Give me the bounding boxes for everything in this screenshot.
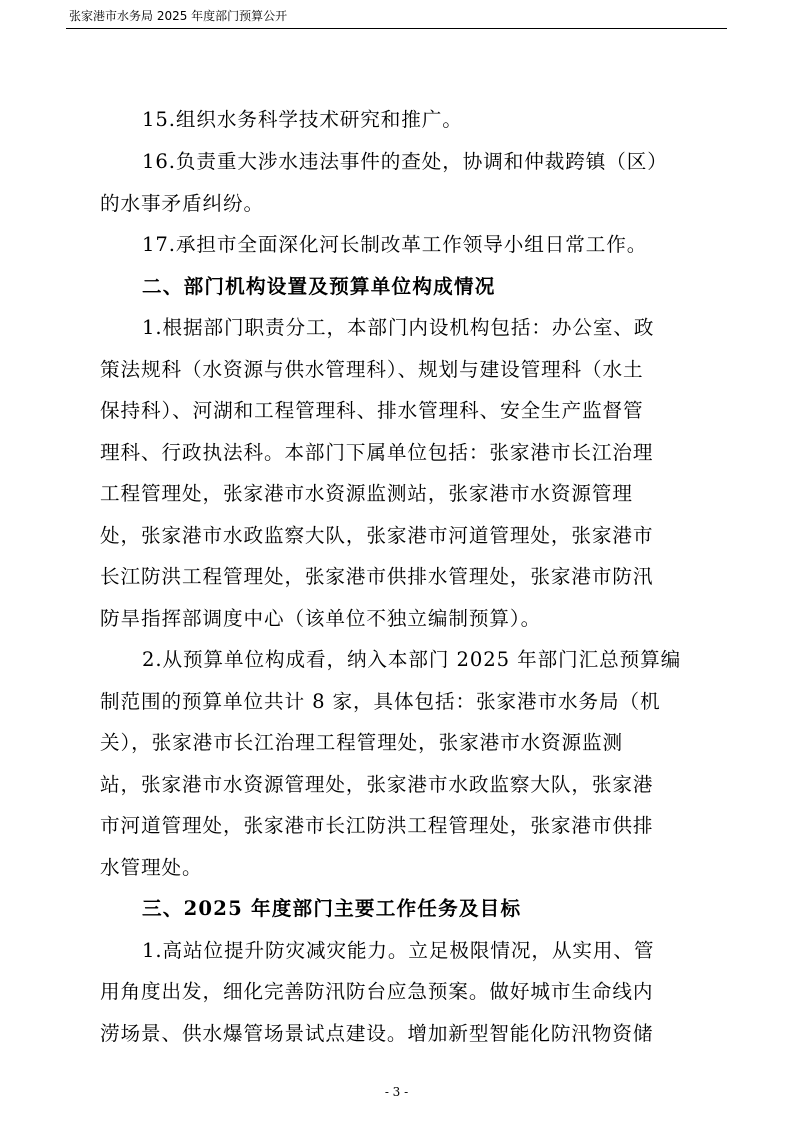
page-header-title: 张家港市水务局 2025 年度部门预算公开 <box>69 9 288 23</box>
paragraph-line: 涝场景、供水爆管场景试点建设。增加新型智能化防汛物资储 <box>100 1022 654 1045</box>
paragraph-line: 策法规科（水资源与供水管理科）、规划与建设管理科（水土 <box>100 358 644 381</box>
paragraph-line: 站，张家港市水资源管理处，张家港市水政监察大队，张家港 <box>100 773 654 796</box>
header-divider <box>66 28 727 29</box>
paragraph-line: 17.承担市全面深化河长制改革工作领导小组日常工作。 <box>142 233 648 256</box>
paragraph-line: 工程管理处，张家港市水资源监测站，张家港市水资源管理 <box>100 482 633 505</box>
paragraph-line: 2.从预算单位构成看，纳入本部门 2025 年部门汇总预算编 <box>142 648 682 671</box>
paragraph-line: 的水事矛盾纠纷。 <box>100 192 264 215</box>
paragraph-line: 保持科）、河湖和工程管理科、排水管理科、安全生产监督管 <box>100 399 644 422</box>
paragraph-line: 水管理处。 <box>100 856 203 879</box>
page-number: - 3 - <box>384 1085 409 1099</box>
paragraph-line: 用角度出发，细化完善防汛防台应急预案。做好城市生命线内 <box>100 980 654 1003</box>
paragraph-line: 制范围的预算单位共计 8 家，具体包括：张家港市水务局（机 <box>100 690 661 713</box>
paragraph-line: 理科、行政执法科。本部门下属单位包括：张家港市长江治理 <box>100 441 654 464</box>
paragraph-line: 长江防洪工程管理处，张家港市供排水管理处，张家港市防汛 <box>100 565 654 588</box>
paragraph-line: 处，张家港市水政监察大队，张家港市河道管理处，张家港市 <box>100 524 654 547</box>
paragraph-line: 市河道管理处，张家港市长江防洪工程管理处，张家港市供排 <box>100 814 654 837</box>
paragraph-line: 1.高站位提升防灾减灾能力。立足极限情况，从实用、管 <box>142 939 655 962</box>
paragraph-line: 15.组织水务科学技术研究和推广。 <box>142 108 463 131</box>
paragraph-line: 1.根据部门职责分工，本部门内设机构包括：办公室、政 <box>142 316 655 339</box>
paragraph-line: 16.负责重大涉水违法事件的查处，协调和仲裁跨镇（区） <box>142 150 668 173</box>
paragraph-line: 关），张家港市长江治理工程管理处，张家港市水资源监测 <box>100 731 624 754</box>
section-heading: 二、部门机构设置及预算单位构成情况 <box>142 275 496 298</box>
section-heading: 三、2025 年度部门主要工作任务及目标 <box>142 897 522 920</box>
paragraph-line: 防旱指挥部调度中心（该单位不独立编制预算）。 <box>100 607 542 630</box>
